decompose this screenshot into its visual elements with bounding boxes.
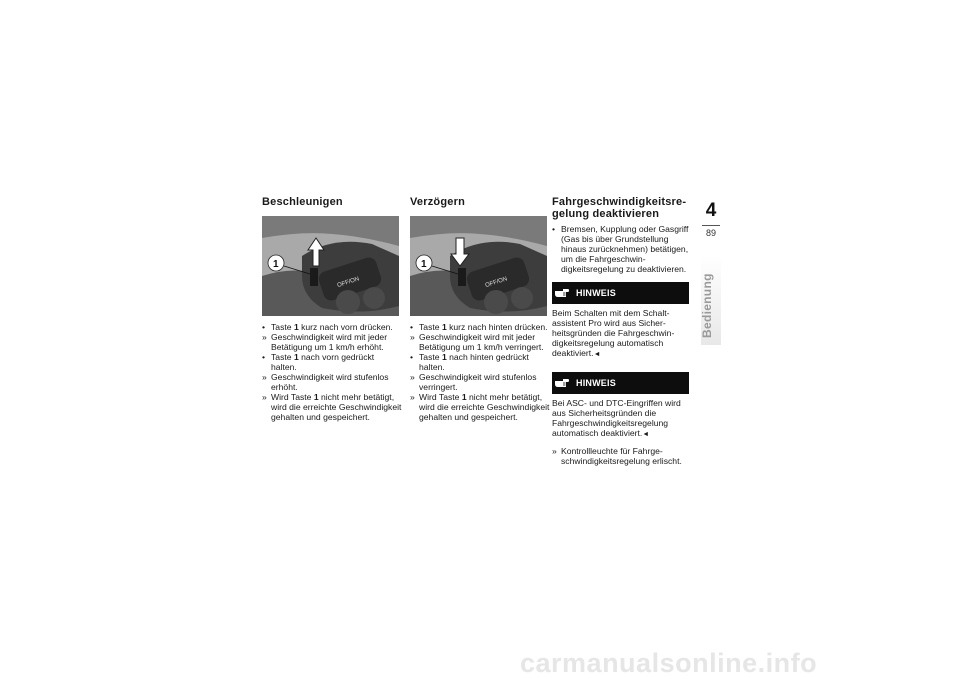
watermark: carmanualsonline.info <box>520 648 818 678</box>
section-accelerate <box>262 196 402 422</box>
note-header <box>552 282 689 304</box>
instruction-list <box>552 224 694 274</box>
instruction-list <box>552 446 694 466</box>
end-marker: ◄ <box>642 431 650 438</box>
list-item: • Bremsen, Kupplung oder Gasgriff (Gas bis über Grundstellung hinaus zurücknehmen) betätigen, um die Fahrgeschwindigkeitsregelung zu deaktivieren. <box>552 224 689 274</box>
section-decelerate <box>410 196 550 422</box>
pointing-hand-icon <box>552 282 572 304</box>
section-deactivate <box>552 196 694 466</box>
list-item: » Geschwindigkeit wird stufenlos verringert. <box>410 372 537 392</box>
photo-off-on-label: OFF/ON <box>336 276 361 290</box>
list-item: • Taste 1 nach vorn gedrückt halten. <box>262 352 375 372</box>
photo-off-on-label: OFF/ON <box>484 276 509 290</box>
list-item: » Wird Taste 1 nicht mehr betätigt, wird die erreichte Geschwindigkeit gehalten und gespeichert. <box>410 392 550 422</box>
callout-number: 1 <box>273 259 279 270</box>
list-item: » Geschwindigkeit wird mit jeder Betätigung um 1 km/h erhöht. <box>262 332 388 352</box>
handlebar-switch-photo <box>410 216 547 316</box>
list-item: • Taste 1 nach hinten gedrückt halten. <box>410 352 529 372</box>
list-item: » Geschwindigkeit wird mit jeder Betätigung um 1 km/h verringert. <box>410 332 544 352</box>
chapter-divider <box>702 225 720 226</box>
section-heading: Verzögern <box>410 196 465 208</box>
list-item: • Taste 1 kurz nach vorn drücken. <box>262 322 393 332</box>
page-number: 89 <box>705 228 716 238</box>
chapter-title: Bedienung <box>700 273 714 338</box>
handlebar-switch-photo <box>262 216 399 316</box>
instruction-list <box>262 322 402 422</box>
note-label: HINWEIS <box>576 288 616 298</box>
note-text: Beim Schalten mit dem Schaltassistent Pro wird aus Sicherheitsgründen die Fahrgeschwindigkeitsregelung automatisch deaktiviert.◄ <box>552 308 675 358</box>
list-item: • Taste 1 kurz nach hinten drücken. <box>410 322 548 332</box>
note-text: Bei ASC- und DTC-Eingriffen wird aus Sicherheitsgründen die Fahrgeschwindigkeitsregelung automatisch deaktiviert.◄ <box>552 398 681 438</box>
list-item: » Geschwindigkeit wird stufenlos erhöht. <box>262 372 389 392</box>
chapter-number: 4 <box>705 200 717 221</box>
note-label: HINWEIS <box>576 378 616 388</box>
section-heading: Fahrgeschwindigkeitsregelung deaktivieren <box>552 196 686 220</box>
end-marker: ◄ <box>593 351 601 358</box>
section-heading: Beschleunigen <box>262 196 343 208</box>
callout-number: 1 <box>421 259 427 270</box>
instruction-list <box>410 322 550 422</box>
list-item: » Kontrollleuchte für Fahrgeschwindigkeitsregelung erlischt. <box>552 446 682 466</box>
pointing-hand-icon <box>552 372 572 394</box>
note-header <box>552 372 689 394</box>
list-item: » Wird Taste 1 nicht mehr betätigt, wird die erreichte Geschwindigkeit gehalten und gespeichert. <box>262 392 402 422</box>
